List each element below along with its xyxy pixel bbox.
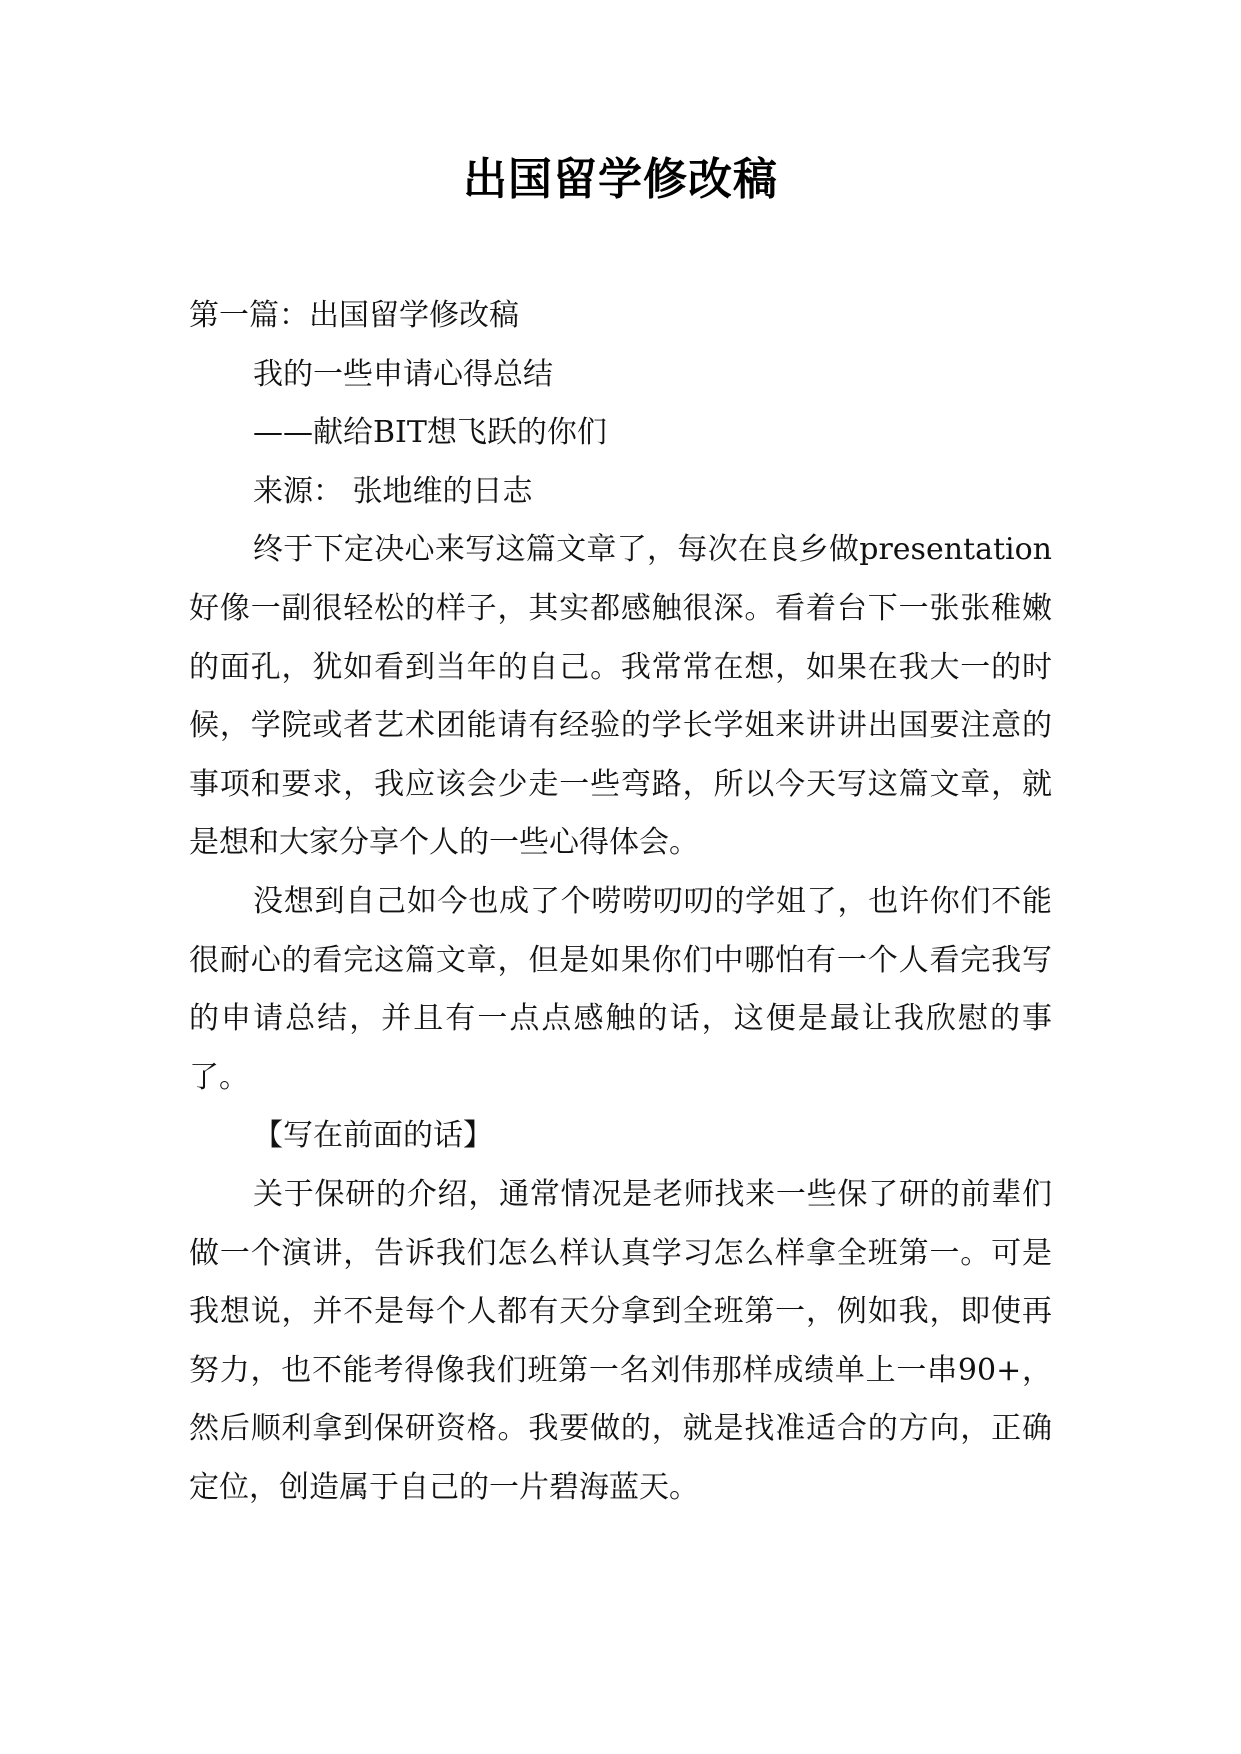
dedication-line: ——献给BIT想飞跃的你们: [253, 415, 607, 451]
source-line: 来源： 张地维的日志: [253, 473, 533, 509]
section-heading: 第一篇：出国留学修改稿: [189, 298, 519, 333]
document-body: [189, 287, 1052, 1517]
body-paragraph: 终于下定决心来写这篇文章了，每次在良乡做presentation好像一副很轻松的样子，其实都感触很深。看着台下一张张稚嫩的面孔，犹如看到当年的自己。我常常在想，如果在我大一的时候，学院或者艺术团能请有经验的学长学姐来讲讲出国要注意的事项和要求，我应该会少走一些弯路，所以今天写这篇文章，就是想和大家分享个人的一些心得体会。: [189, 532, 1052, 861]
document-title: 出国留学修改稿: [463, 154, 778, 205]
body-paragraph: 没想到自己如今也成了个唠唠叨叨的学姐了，也许你们不能很耐心的看完这篇文章，但是如果你们中哪怕有一个人看完我写的申请总结，并且有一点点感触的话，这便是最让我欣慰的事了。: [189, 883, 1052, 1095]
body-paragraph: 关于保研的介绍，通常情况是老师找来一些保了研的前辈们做一个演讲，告诉我们怎么样认真学习怎么样拿全班第一。可是我想说，并不是每个人都有天分拿到全班第一，例如我，即使再努力，也不能考得像我们班第一名刘伟那样成绩单上一串90+，然后顺利拿到保研资格。我要做的，就是找准适合的方向，正确定位，创造属于自己的一片碧海蓝天。: [189, 1176, 1052, 1505]
section-label: 【写在前面的话】: [253, 1118, 493, 1154]
subtitle-line: 我的一些申请心得总结: [253, 356, 553, 392]
